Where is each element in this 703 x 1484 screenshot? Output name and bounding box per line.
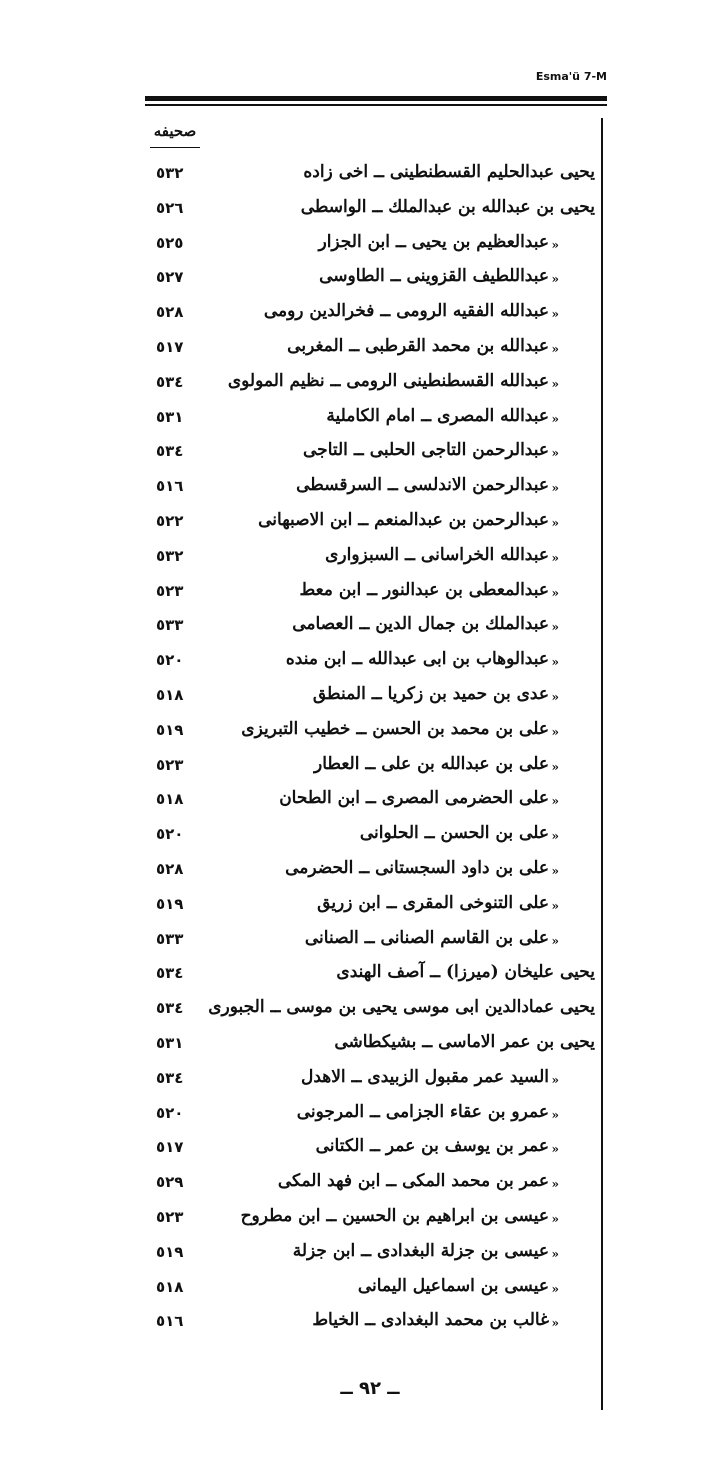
entry-name: السيد عمر مقبول الزبيدى ــ الاهدل xyxy=(300,1066,549,1087)
ditto-mark: » xyxy=(551,1281,559,1296)
entry-name: عبدالله الفقيه الرومى ــ فخرالدين رومى xyxy=(263,301,549,322)
entry-name: يحيى بن عبدالله بن عبدالملك ــ الواسطى xyxy=(300,196,595,217)
column-header-underline xyxy=(150,147,200,148)
entry-name: عبدالملك بن جمال الدين ــ العصامى xyxy=(292,614,549,635)
page-number: ٥٢٣ xyxy=(156,581,184,600)
page-number: ٥٢٠ xyxy=(156,1103,184,1122)
ditto-mark: » xyxy=(551,1107,559,1122)
page-number: ٥٢٦ xyxy=(156,198,184,217)
index-row xyxy=(150,1239,595,1271)
page-number: ٥١٧ xyxy=(156,1138,184,1157)
ditto-mark: » xyxy=(551,481,559,496)
index-row xyxy=(150,647,595,679)
index-row xyxy=(150,926,595,958)
ditto-mark: » xyxy=(551,1316,559,1331)
column-divider xyxy=(601,118,603,1410)
entry-name: عمر بن محمد المكى ــ ابن فهد المكى xyxy=(277,1171,549,1192)
index-row xyxy=(150,960,595,992)
entry-name: عيسى بن ابراهيم بن الحسين ــ ابن مطروح xyxy=(240,1206,549,1226)
index-row xyxy=(150,230,595,262)
page-number: ٥١٩ xyxy=(156,1242,184,1261)
page-number: ٥٢٠ xyxy=(156,651,184,670)
entry-name: عبدالله بن محمد القرطبى ــ المغربى xyxy=(287,336,549,356)
page-number: ٥١٨ xyxy=(156,790,184,809)
ditto-mark: » xyxy=(551,864,559,878)
index-row xyxy=(150,612,595,644)
entry-name: عبدالعظيم بن يحيى ــ ابن الجزار xyxy=(318,231,549,252)
page-number: ٥٢٣ xyxy=(156,1208,184,1226)
ditto-mark: » xyxy=(551,933,559,948)
entry-name: يحيى عمادالدين ابى موسى يحيى بن موسى ــ الجبورى xyxy=(208,997,595,1018)
ditto-mark: » xyxy=(551,898,559,913)
index-row xyxy=(150,891,595,923)
ditto-mark: » xyxy=(551,272,559,287)
page-number: ٥٢٧ xyxy=(156,268,184,287)
index-row xyxy=(150,1204,595,1236)
entry-name: عيسى بن اسماعيل اليمانى xyxy=(357,1275,549,1296)
page-number: ٥٣٤ xyxy=(156,999,184,1018)
index-row xyxy=(150,821,595,853)
header-thick-rule xyxy=(145,96,607,101)
entry-name: عمر بن يوسف بن عمر ــ الكتانى xyxy=(315,1136,549,1157)
entry-name: عبدالمعطى بن عبدالنور ــ ابن معط xyxy=(299,579,549,600)
ditto-mark: » xyxy=(551,550,559,565)
entry-name: عبدالوهاب بن ابى عبدالله ــ ابن منده xyxy=(285,649,549,670)
page-number: ٥٢٨ xyxy=(156,303,184,322)
page-number: ٥١٦ xyxy=(156,477,184,496)
page-number: ٥١٨ xyxy=(156,1277,184,1296)
page-number: ٥٣٤ xyxy=(156,442,184,461)
ditto-mark: » xyxy=(551,1142,559,1157)
page-column-header: صحيفه xyxy=(153,122,197,140)
ditto-mark: » xyxy=(551,690,559,704)
entry-name: على الحضرمى المصرى ــ ابن الطحان xyxy=(279,788,549,809)
ditto-mark: » xyxy=(551,237,559,252)
entry-name: على بن محمد بن الحسن ــ خطيب التبريزى xyxy=(241,718,549,739)
index-row xyxy=(150,786,595,818)
index-row xyxy=(150,682,595,714)
page-number: ٥٣٤ xyxy=(156,964,184,983)
index-row xyxy=(150,264,595,296)
page-number: ٥٢٥ xyxy=(156,233,184,252)
page-number: ٥٢٠ xyxy=(156,825,184,844)
index-row xyxy=(150,473,595,505)
ditto-mark: » xyxy=(551,411,559,426)
ditto-mark: » xyxy=(551,1177,559,1192)
index-row xyxy=(150,543,595,575)
ditto-mark: » xyxy=(551,620,559,635)
ditto-mark: » xyxy=(551,1246,559,1261)
index-row xyxy=(150,195,595,227)
index-row xyxy=(150,160,595,192)
ditto-mark: » xyxy=(551,585,559,600)
ditto-mark: » xyxy=(551,829,559,844)
ditto-mark: » xyxy=(551,342,559,356)
page-number: ٥٣٤ xyxy=(156,1068,184,1087)
page-number: ٥٣٤ xyxy=(156,372,184,391)
index-row xyxy=(150,1169,595,1201)
index-row xyxy=(150,508,595,540)
ditto-mark: » xyxy=(551,1072,559,1087)
ditto-mark: » xyxy=(551,516,559,530)
header-thin-rule xyxy=(145,104,607,106)
index-row xyxy=(150,404,595,436)
page-number: ٥٣٢ xyxy=(156,164,184,182)
entry-name: على بن داود السجستانى ــ الحضرمى xyxy=(285,858,549,878)
entry-name: يحيى بن عمر الاماسى ــ بشيكطاشى xyxy=(334,1032,595,1052)
entry-name: عبدالرحمن بن عبدالمنعم ــ ابن الاصبهانى xyxy=(258,510,549,530)
index-row xyxy=(150,1065,595,1097)
ditto-mark: » xyxy=(551,307,559,322)
ditto-mark: » xyxy=(551,724,559,739)
page-number: ٥٢٨ xyxy=(156,860,184,878)
entry-name: عمرو بن عقاء الجزامى ــ المرجونى xyxy=(296,1101,549,1122)
document-code: Esma'ü 7-M xyxy=(535,70,607,83)
entry-name: عبدالله الخراسانى ــ السبزوارى xyxy=(325,544,549,565)
page-number: ٥٢٣ xyxy=(156,755,184,774)
ditto-mark: » xyxy=(551,794,559,809)
entry-name: على التنوخى المقرى ــ ابن زريق xyxy=(317,892,549,913)
entry-name: عيسى بن جزلة البغدادى ــ ابن جزلة xyxy=(292,1240,549,1261)
index-row xyxy=(150,1274,595,1306)
entry-name: عبداللطيف القزوينى ــ الطاوسى xyxy=(319,266,549,287)
page-number: ٥٣١ xyxy=(156,1034,184,1052)
page-number: ٥٢٢ xyxy=(156,512,184,530)
ditto-mark: » xyxy=(551,759,559,774)
page-number: ٥١٨ xyxy=(156,686,184,704)
page-number: ٥١٦ xyxy=(156,1312,184,1331)
entry-name: يحيى عليخان (ميرزا) ــ آصف الهندى xyxy=(336,962,595,983)
ditto-mark: » xyxy=(551,655,559,670)
entry-name: عبدالله المصرى ــ امام الكاملية xyxy=(326,405,549,426)
entry-name: يحيى عبدالحليم القسطنطينى ــ اخى زاده xyxy=(303,162,595,182)
page-number: ٥٣٢ xyxy=(156,546,184,565)
entry-name: على بن القاسم الصنانى ــ الصنانى xyxy=(304,927,549,948)
entry-name: غالب بن محمد البغدادى ــ الخياط xyxy=(312,1310,549,1331)
index-row xyxy=(150,578,595,610)
page-number: ٥١٩ xyxy=(156,894,184,913)
index-row xyxy=(150,299,595,331)
ditto-mark: » xyxy=(551,446,559,461)
index-row xyxy=(150,995,595,1027)
index-row xyxy=(150,438,595,470)
index-row xyxy=(150,1030,595,1062)
index-row xyxy=(150,1134,595,1166)
page-number: ٥٣٣ xyxy=(156,929,184,948)
page-number: ٥١٩ xyxy=(156,720,184,739)
page-number-footer: ــ ٩٢ ــ xyxy=(340,1378,400,1399)
page-number: ٥٣١ xyxy=(156,407,184,426)
ditto-mark: » xyxy=(551,1212,559,1226)
page-number: ٥٢٩ xyxy=(156,1173,184,1192)
entry-name: عدى بن حميد بن زكريا ــ المنطق xyxy=(312,684,549,704)
entry-name: عبدالله القسطنطينى الرومى ــ نظيم المولوى xyxy=(227,370,549,391)
index-row xyxy=(150,752,595,784)
page-number: ٥٣٣ xyxy=(156,616,184,635)
index-row xyxy=(150,717,595,749)
entry-name: على بن الحسن ــ الحلوانى xyxy=(359,823,549,844)
entry-name: عبدالرحمن الاندلسى ــ السرقسطى xyxy=(296,475,549,496)
index-row xyxy=(150,1308,595,1340)
index-row xyxy=(150,369,595,401)
page-number: ٥١٧ xyxy=(156,338,184,356)
entry-name: على بن عبدالله بن على ــ العطار xyxy=(314,753,549,774)
ditto-mark: » xyxy=(551,376,559,391)
index-row xyxy=(150,334,595,366)
entry-name: عبدالرحمن التاجى الحلبى ــ التاجى xyxy=(303,440,549,461)
index-row xyxy=(150,856,595,888)
index-row xyxy=(150,1100,595,1132)
